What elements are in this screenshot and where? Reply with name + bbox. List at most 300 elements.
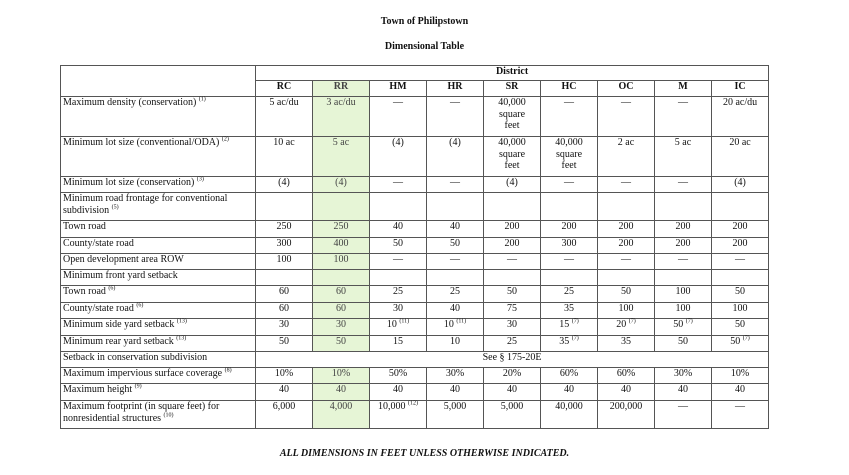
cell-value: 5 ac/du xyxy=(269,97,299,108)
value-cell xyxy=(256,401,313,429)
value-cell xyxy=(256,221,313,238)
cell-value: — xyxy=(735,401,746,412)
value-cell xyxy=(655,254,712,270)
row-label-text: Minimum side yard setback xyxy=(63,319,175,330)
row-label-text: Setback in conservation subdivision xyxy=(63,352,208,363)
table-row xyxy=(61,270,769,286)
empty-cell xyxy=(598,193,655,221)
value-cell xyxy=(256,336,313,352)
row-label-text: Minimum rear yard setback xyxy=(63,336,174,347)
value-cell xyxy=(427,336,484,352)
value-cell xyxy=(655,286,712,303)
value-cell xyxy=(313,319,370,336)
cell-value: 6,000 xyxy=(272,401,296,412)
cell-value: 60 xyxy=(279,286,289,297)
cell-value: 60 xyxy=(279,303,289,314)
cell-value: 10% xyxy=(331,368,351,379)
table-row xyxy=(61,286,769,303)
table-title: Dimensional Table xyxy=(384,41,465,52)
value-cell xyxy=(541,401,598,429)
cell-value: 40 xyxy=(621,384,631,395)
cell-value: 25 xyxy=(564,286,574,297)
cell-value: 50 xyxy=(621,286,631,297)
value-cell xyxy=(427,401,484,429)
value-cell xyxy=(541,368,598,384)
cell-value: 300 xyxy=(561,238,577,249)
cell-value: 40,000 square feet xyxy=(498,137,526,171)
row-label-min_lot_conv xyxy=(61,137,256,177)
empty-cell xyxy=(313,270,370,286)
footnote-ref: (3) xyxy=(196,176,204,183)
footnote-ref: (12) xyxy=(408,400,418,407)
cell-value: — xyxy=(678,97,688,108)
cell-value: 5,000 xyxy=(443,401,467,412)
empty-cell xyxy=(484,270,541,286)
column-header: SR xyxy=(484,81,541,97)
column-header: IC xyxy=(712,81,769,97)
cell-value: 60% xyxy=(616,368,636,379)
row-label-front_county xyxy=(61,303,256,319)
cell-value: 50 xyxy=(678,336,688,347)
cell-value: 100 xyxy=(333,254,349,265)
row-label-text: Maximum footprint (in square feet) for nonresidential structures xyxy=(63,401,220,424)
value-cell xyxy=(655,177,712,193)
cell-value: 10 xyxy=(450,336,460,347)
cell-value: 75 xyxy=(507,303,517,314)
value-cell xyxy=(256,177,313,193)
value-cell xyxy=(712,254,769,270)
value-cell xyxy=(541,336,598,352)
cell-value: 40,000 square feet xyxy=(498,97,526,131)
value-cell xyxy=(370,177,427,193)
row-label-text: Minimum lot size (conservation) xyxy=(63,177,195,188)
value-cell xyxy=(541,254,598,270)
row-label-text: Town road xyxy=(63,286,106,297)
cell-value: 30 xyxy=(507,319,517,330)
empty-cell xyxy=(655,270,712,286)
row-label-text: Maximum impervious surface coverage xyxy=(63,368,223,379)
row-label-text: Town road xyxy=(63,221,106,232)
value-cell xyxy=(427,286,484,303)
value-cell xyxy=(598,286,655,303)
column-header: M xyxy=(655,81,712,97)
value-cell xyxy=(598,238,655,254)
cell-value: 40 xyxy=(279,384,289,395)
cell-value: 15 xyxy=(559,319,570,330)
value-cell xyxy=(313,384,370,401)
value-cell xyxy=(313,177,370,193)
cell-value: 30 xyxy=(393,303,403,314)
table-row xyxy=(61,221,769,238)
value-cell xyxy=(256,368,313,384)
value-cell xyxy=(370,336,427,352)
cell-value: 5,000 xyxy=(500,401,524,412)
cell-value: 40 xyxy=(735,384,746,395)
value-cell xyxy=(484,401,541,429)
cell-value: (4) xyxy=(335,177,347,188)
cell-value: — xyxy=(735,254,746,265)
cell-value: 35 xyxy=(559,336,570,347)
table-row xyxy=(61,177,769,193)
corner-cell xyxy=(61,66,256,97)
column-header: RC xyxy=(256,81,313,97)
value-cell xyxy=(598,319,655,336)
cell-value: 50% xyxy=(388,368,408,379)
row-label-text: County/state road xyxy=(63,238,134,249)
empty-cell xyxy=(370,193,427,221)
cell-value: 100 xyxy=(732,303,748,314)
cell-value: 5 ac xyxy=(674,137,692,148)
row-label-front_town xyxy=(61,286,256,303)
value-cell xyxy=(313,254,370,270)
value-cell xyxy=(655,137,712,177)
row-label-text: Minimum lot size (conventional/ODA) xyxy=(63,137,220,148)
value-cell xyxy=(712,177,769,193)
value-cell xyxy=(370,303,427,319)
cell-value: 100 xyxy=(276,254,292,265)
footnote-ref: (6) xyxy=(108,285,116,292)
value-cell xyxy=(712,319,769,336)
value-cell xyxy=(598,97,655,137)
cell-value: 40,000 square feet xyxy=(555,137,583,171)
cell-value: 200 xyxy=(675,221,691,232)
value-cell xyxy=(712,303,769,319)
column-header: OC xyxy=(598,81,655,97)
footnote-ref: (7) xyxy=(742,335,750,342)
value-cell xyxy=(598,368,655,384)
cell-value: 200 xyxy=(618,238,634,249)
row-label-max_density xyxy=(61,97,256,137)
row-label-impervious xyxy=(61,368,256,384)
table-row xyxy=(61,352,769,368)
cell-value: 10 xyxy=(386,319,397,330)
cell-value: — xyxy=(564,97,574,108)
cell-value: (4) xyxy=(449,137,461,148)
footnote-ref: (1) xyxy=(198,96,206,103)
empty-cell xyxy=(427,270,484,286)
row-label-oda_row xyxy=(61,254,256,270)
value-cell xyxy=(598,221,655,238)
cell-value: — xyxy=(450,97,460,108)
value-cell xyxy=(427,303,484,319)
value-cell xyxy=(484,221,541,238)
table-row xyxy=(61,254,769,270)
value-cell xyxy=(370,368,427,384)
value-cell xyxy=(655,319,712,336)
cell-value: 30% xyxy=(673,368,693,379)
cell-value: (4) xyxy=(734,177,746,188)
cell-value: — xyxy=(564,254,574,265)
footnote-ref: (8) xyxy=(224,367,232,374)
cell-value: 50 xyxy=(336,336,346,347)
value-cell xyxy=(541,319,598,336)
table-row xyxy=(61,97,769,137)
table-row xyxy=(61,193,769,221)
row-label-frontage xyxy=(61,193,256,221)
cell-value: 25 xyxy=(507,336,517,347)
cell-value: — xyxy=(393,177,403,188)
header-row xyxy=(61,66,769,81)
cell-value: 40 xyxy=(678,384,688,395)
cell-value: — xyxy=(621,177,631,188)
value-cell xyxy=(484,177,541,193)
value-cell xyxy=(313,336,370,352)
cell-value: 200,000 xyxy=(609,401,643,412)
cell-value: — xyxy=(678,254,688,265)
value-cell xyxy=(427,238,484,254)
cell-value: — xyxy=(450,177,460,188)
footer-note: ALL DIMENSIONS IN FEET UNLESS OTHERWISE INDICATED. xyxy=(279,448,570,459)
empty-cell xyxy=(370,270,427,286)
footnote-ref: (13) xyxy=(176,335,187,342)
value-cell xyxy=(712,384,769,401)
cell-value: — xyxy=(393,97,403,108)
value-cell xyxy=(541,303,598,319)
empty-cell xyxy=(655,193,712,221)
value-cell xyxy=(712,97,769,137)
value-cell xyxy=(655,221,712,238)
cell-value: 50 xyxy=(507,286,517,297)
value-cell xyxy=(484,303,541,319)
value-cell xyxy=(541,238,598,254)
row-label-town_road xyxy=(61,221,256,238)
footnote-ref: (9) xyxy=(134,383,142,390)
value-cell xyxy=(313,286,370,303)
cell-value: 250 xyxy=(276,221,292,232)
cell-value: 200 xyxy=(504,221,520,232)
cell-value: 10 xyxy=(443,319,454,330)
table-row xyxy=(61,384,769,401)
cell-value: 60 xyxy=(336,303,346,314)
empty-cell xyxy=(427,193,484,221)
footnote-ref: (11) xyxy=(456,318,467,325)
row-label-text: County/state road xyxy=(63,303,134,314)
cell-value: 30 xyxy=(279,319,289,330)
empty-cell xyxy=(256,193,313,221)
value-cell xyxy=(655,401,712,429)
value-cell xyxy=(712,286,769,303)
cell-value: 100 xyxy=(675,286,691,297)
value-cell xyxy=(427,319,484,336)
cell-value: 300 xyxy=(276,238,292,249)
cell-value: 200 xyxy=(675,238,691,249)
value-cell xyxy=(712,221,769,238)
footnote-ref: (7) xyxy=(685,318,693,325)
row-label-min_lot_cons xyxy=(61,177,256,193)
value-cell xyxy=(598,384,655,401)
value-cell xyxy=(370,401,427,429)
document-title: Town of Philipstown xyxy=(380,16,469,27)
row-label-text: Maximum density (conservation) xyxy=(63,97,197,108)
cell-value: — xyxy=(621,254,631,265)
cell-value: — xyxy=(450,254,460,265)
cell-value: 35 xyxy=(621,336,631,347)
cell-value: 10% xyxy=(730,368,750,379)
value-cell xyxy=(427,221,484,238)
cell-value: 20 ac xyxy=(729,137,751,148)
value-cell xyxy=(256,137,313,177)
footnote-ref: (2) xyxy=(221,136,229,143)
table-row xyxy=(61,238,769,254)
cell-value: 35 xyxy=(564,303,574,314)
empty-cell xyxy=(541,270,598,286)
cell-value: 200 xyxy=(504,238,520,249)
value-cell: See § 175-20E xyxy=(256,352,769,368)
row-label-text: Maximum height xyxy=(63,384,133,395)
footnote-ref: (7) xyxy=(571,335,579,342)
cell-value: 200 xyxy=(618,221,634,232)
cell-value: — xyxy=(507,254,517,265)
value-cell xyxy=(370,221,427,238)
value-cell xyxy=(427,368,484,384)
cell-value: 20 xyxy=(616,319,627,330)
empty-cell xyxy=(541,193,598,221)
cell-value: 30% xyxy=(445,368,465,379)
value-cell xyxy=(655,368,712,384)
cell-value: 100 xyxy=(675,303,691,314)
cell-value: 40 xyxy=(450,221,460,232)
cell-value: 10% xyxy=(274,368,294,379)
row-label-height xyxy=(61,384,256,401)
cell-value: — xyxy=(393,254,403,265)
empty-cell xyxy=(712,270,769,286)
dimensional-table xyxy=(60,65,769,429)
row-label-side_setback xyxy=(61,319,256,336)
footnote-ref: (6) xyxy=(136,302,144,309)
cell-value: 20 ac/du xyxy=(722,97,758,108)
value-cell xyxy=(370,286,427,303)
value-cell xyxy=(712,368,769,384)
value-cell xyxy=(541,221,598,238)
cell-value: 3 ac/du xyxy=(326,97,356,108)
cell-value: 60 xyxy=(336,286,346,297)
value-cell xyxy=(427,254,484,270)
cell-value: 4,000 xyxy=(329,401,353,412)
row-label-footprint xyxy=(61,401,256,429)
cell-value: (4) xyxy=(278,177,290,188)
footnote-ref: (5) xyxy=(111,204,119,211)
cell-value: 10 ac xyxy=(273,137,295,148)
cell-value: 2 ac xyxy=(617,137,635,148)
district-header: District xyxy=(256,66,769,81)
value-cell xyxy=(427,384,484,401)
value-cell xyxy=(484,137,541,177)
cell-value: — xyxy=(678,401,688,412)
value-cell xyxy=(712,401,769,429)
cell-value: 10,000 xyxy=(378,401,406,412)
cell-value: 30 xyxy=(336,319,346,330)
value-cell xyxy=(313,137,370,177)
cell-value: 5 ac xyxy=(332,137,350,148)
cell-value: 40 xyxy=(450,384,460,395)
column-header: RR xyxy=(313,81,370,97)
value-cell xyxy=(370,319,427,336)
empty-cell xyxy=(313,193,370,221)
footnote-ref: (11) xyxy=(399,318,410,325)
value-cell xyxy=(541,177,598,193)
value-cell xyxy=(541,286,598,303)
column-header: HM xyxy=(370,81,427,97)
value-cell xyxy=(484,238,541,254)
row-label-text: Open development area ROW xyxy=(63,254,184,265)
table-row xyxy=(61,368,769,384)
table-row xyxy=(61,319,769,336)
cell-value: 400 xyxy=(333,238,349,249)
value-cell xyxy=(313,401,370,429)
value-cell xyxy=(655,384,712,401)
cell-value: 100 xyxy=(618,303,634,314)
cell-value: 250 xyxy=(333,221,349,232)
cell-value: 40,000 xyxy=(555,401,583,412)
footnote-ref: (13) xyxy=(176,318,187,325)
cell-value: 40 xyxy=(393,384,403,395)
column-header: HC xyxy=(541,81,598,97)
value-cell xyxy=(712,238,769,254)
column-header: HR xyxy=(427,81,484,97)
value-cell xyxy=(484,254,541,270)
value-cell xyxy=(484,368,541,384)
empty-cell xyxy=(484,193,541,221)
value-cell xyxy=(313,221,370,238)
value-cell xyxy=(313,368,370,384)
value-cell xyxy=(598,303,655,319)
cell-value: 60% xyxy=(559,368,579,379)
row-label-county_road xyxy=(61,238,256,254)
cell-value: 20% xyxy=(502,368,522,379)
value-cell xyxy=(370,238,427,254)
value-cell xyxy=(598,401,655,429)
value-cell xyxy=(256,319,313,336)
value-cell xyxy=(256,238,313,254)
value-cell xyxy=(655,303,712,319)
value-cell xyxy=(370,254,427,270)
value-cell xyxy=(484,97,541,137)
value-cell xyxy=(541,137,598,177)
cell-value: 50 xyxy=(279,336,289,347)
value-cell xyxy=(370,97,427,137)
cell-value: 15 xyxy=(393,336,403,347)
cell-value: — xyxy=(678,177,688,188)
table-row xyxy=(61,336,769,352)
value-cell xyxy=(712,336,769,352)
value-cell xyxy=(598,254,655,270)
empty-cell xyxy=(712,193,769,221)
empty-cell xyxy=(256,270,313,286)
row-label-cons_setback xyxy=(61,352,256,368)
value-cell xyxy=(313,238,370,254)
value-cell xyxy=(427,97,484,137)
cell-value: — xyxy=(621,97,631,108)
value-cell xyxy=(313,303,370,319)
value-cell xyxy=(427,177,484,193)
value-cell xyxy=(370,384,427,401)
value-cell xyxy=(541,97,598,137)
value-cell xyxy=(598,137,655,177)
cell-value: 40 xyxy=(507,384,517,395)
row-label-text: Minimum front yard setback xyxy=(63,270,178,281)
cell-value: 50 xyxy=(450,238,460,249)
table-row xyxy=(61,303,769,319)
row-label-front_setback xyxy=(61,270,256,286)
value-cell xyxy=(655,238,712,254)
value-cell xyxy=(256,303,313,319)
footnote-ref: (10) xyxy=(163,412,174,419)
value-cell xyxy=(256,384,313,401)
empty-cell xyxy=(598,270,655,286)
cell-value: 50 xyxy=(735,319,746,330)
value-cell xyxy=(484,286,541,303)
value-cell xyxy=(712,137,769,177)
